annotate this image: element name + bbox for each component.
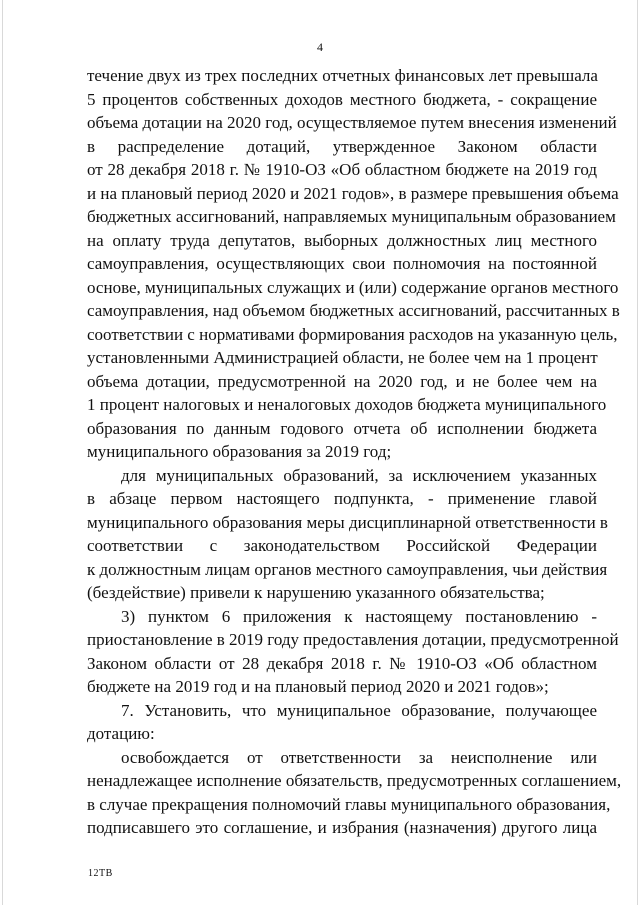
- text-line: в абзаце первом настоящего подпункта, - применение главой: [87, 489, 597, 508]
- text-line: 1 процент налоговых и неналоговых доходов бюджета муниципального: [87, 395, 607, 414]
- text-line: установленными Администрацией области, не более чем на 1 процент: [87, 348, 598, 367]
- text-line: на оплату труда депутатов, выборных должностных лиц местного: [87, 230, 597, 250]
- text-line: 7. Установить, что муниципальное образование, получающее: [121, 700, 597, 720]
- text-line: в случае прекращения полномочий главы муниципального образования,: [87, 794, 611, 814]
- text-line: освобождается от ответственности за неисполнение или: [121, 747, 597, 767]
- footer-document-code: 12ТВ: [88, 868, 113, 879]
- page-number: 4: [317, 40, 323, 54]
- text-line: (бездействие) привели к нарушению указанного обязательства;: [87, 583, 545, 602]
- text-line: муниципального образования за 2019 год;: [87, 442, 392, 461]
- text-line: муниципального образования меры дисциплинарной ответственности в: [87, 512, 608, 532]
- text-line: 3) пунктом 6 приложения к настоящему постановлению -: [121, 606, 597, 626]
- text-line: для муниципальных образований, за исключением указанных: [121, 465, 597, 485]
- scan-edge-left: [2, 0, 3, 905]
- text-line: объема дотации, предусмотренной на 2020 год, и не более чем на: [87, 371, 597, 391]
- text-line: соответствии с нормативами формирования расходов на указанную цель,: [87, 324, 618, 344]
- text-line: бюджетных ассигнований, направляемых муниципальным образованием: [87, 207, 616, 226]
- text-line: объема дотации на 2020 год, осуществляемое путем внесения изменений: [87, 113, 617, 132]
- scan-edge-right: [637, 0, 638, 905]
- text-line: соответствии с законодательством Российской Федерации: [87, 536, 597, 555]
- text-line: 5 процентов собственных доходов местного бюджета, - сокращение: [87, 89, 597, 109]
- text-line: основе, муниципальных служащих и (или) содержание органов местного: [87, 277, 619, 297]
- text-line: Законом области от 28 декабря 2018 г. № 1910-ОЗ «Об областном: [87, 653, 597, 673]
- text-line: приостановление в 2019 году предоставления дотации, предусмотренной: [87, 630, 619, 649]
- text-line: в распределение дотаций, утвержденное Законом области: [87, 136, 597, 156]
- text-line: от 28 декабря 2018 г. № 1910-ОЗ «Об областном бюджете на 2019 год: [87, 160, 597, 179]
- text-line: образования по данным годового отчета об исполнении бюджета: [87, 418, 597, 438]
- text-line: самоуправления, над объемом бюджетных ассигнований, рассчитанных в: [87, 301, 620, 320]
- text-line: ненадлежащее исполнение обязательств, предусмотренных соглашением,: [87, 771, 622, 790]
- text-line: течение двух из трех последних отчетных финансовых лет превышала: [87, 66, 598, 85]
- text-line: и на плановый период 2020 и 2021 годов», в размере превышения объема: [87, 183, 619, 203]
- text-line: самоуправления, осуществляющих свои полномочия на постоянной: [87, 254, 597, 273]
- text-line: дотацию:: [87, 724, 155, 743]
- text-line: бюджете на 2019 год и на плановый период 2020 и 2021 годов»;: [87, 677, 549, 696]
- text-line: подписавшего это соглашение, и избрания (назначения) другого лица: [87, 818, 597, 837]
- text-line: к должностным лицам органов местного самоуправления, чьи действия: [87, 559, 608, 579]
- document-body-text: [87, 64, 622, 840]
